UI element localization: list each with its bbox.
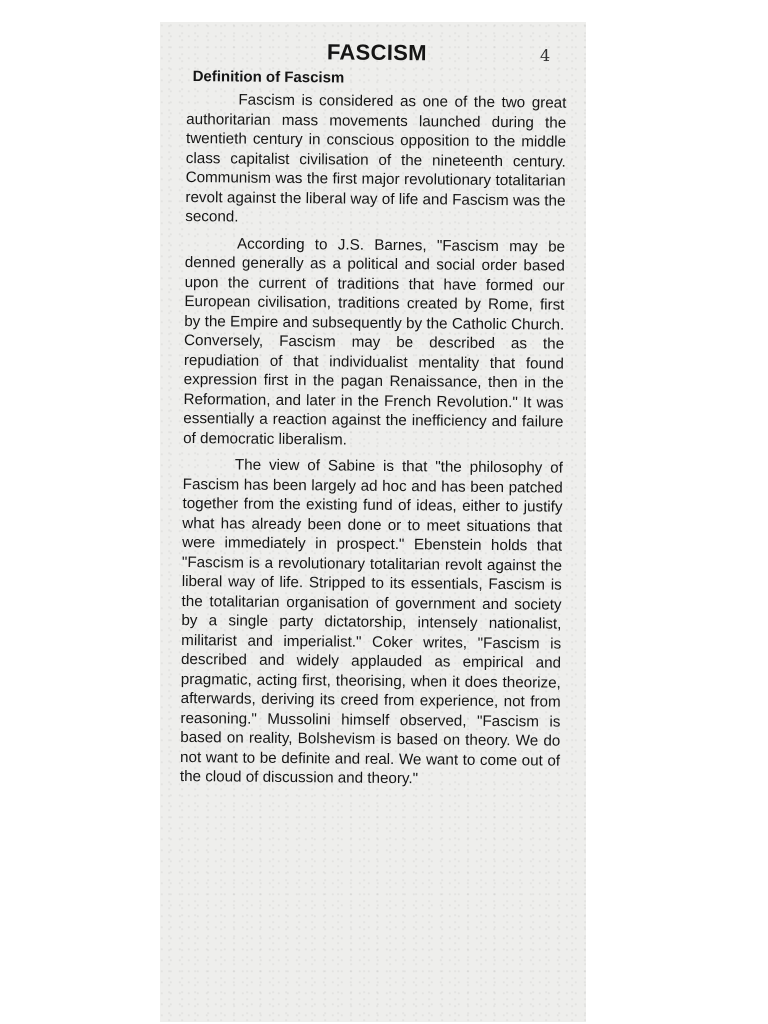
paragraph-2: According to J.S. Barnes, "Fascism may be denned generally as a political and social order based upon the current of traditions that have formed our European civilisation, traditions created by Rome, first by the Empire and subsequently by the Catholic Church. Conversely, Fascism may be described as the repudiation of that individualist mentality that found expression first in the pagan Renaissance, then in the Reformation, and later in the French Revolution." It was essentially a reaction against the inefficiency and failure of democratic liberalism. <box>183 234 566 449</box>
handwritten-page-mark: 4 <box>540 46 551 65</box>
section-heading: Definition of Fascism <box>192 68 345 87</box>
document-body <box>180 38 567 797</box>
paragraph-3: The view of Sabine is that "the philosophy of Fascism has been largely ad hoc and has been patched together from the existing fund of ideas, either to justify what has already been done or to meet situations that were immediately in prospect." Ebenstein holds that "Fascism is a revolutionary totalitarian revolt against the liberal way of life. Stripped to its essentials, Fascism is the totalitarian organisation of government and society by a single party dictatorship, intensely nationalist, militarist and imperialist." Coker writes, "Fascism is described and widely applauded as empirical and pragmatic, acting first, theorising, when it does theorize, afterwards, deriving its creed from experience, not from reasoning." Mussolini himself observed, "Fascism is based on reality, Bolshevism is based on theory. We do not want to be definite and real. We want to come out of the cloud of discussion and theory." <box>179 456 563 788</box>
document-title: FASCISM <box>326 39 427 66</box>
paragraph-1: Fascism is considered as one of the two great authoritarian mass movements launched during the twentieth century in conscious opposition to the middle class capitalist civilisation of the nineteenth century. Communism was the first major revolutionary totalitarian revolt against the liberal way of life and Fascism was the second. <box>185 91 567 226</box>
